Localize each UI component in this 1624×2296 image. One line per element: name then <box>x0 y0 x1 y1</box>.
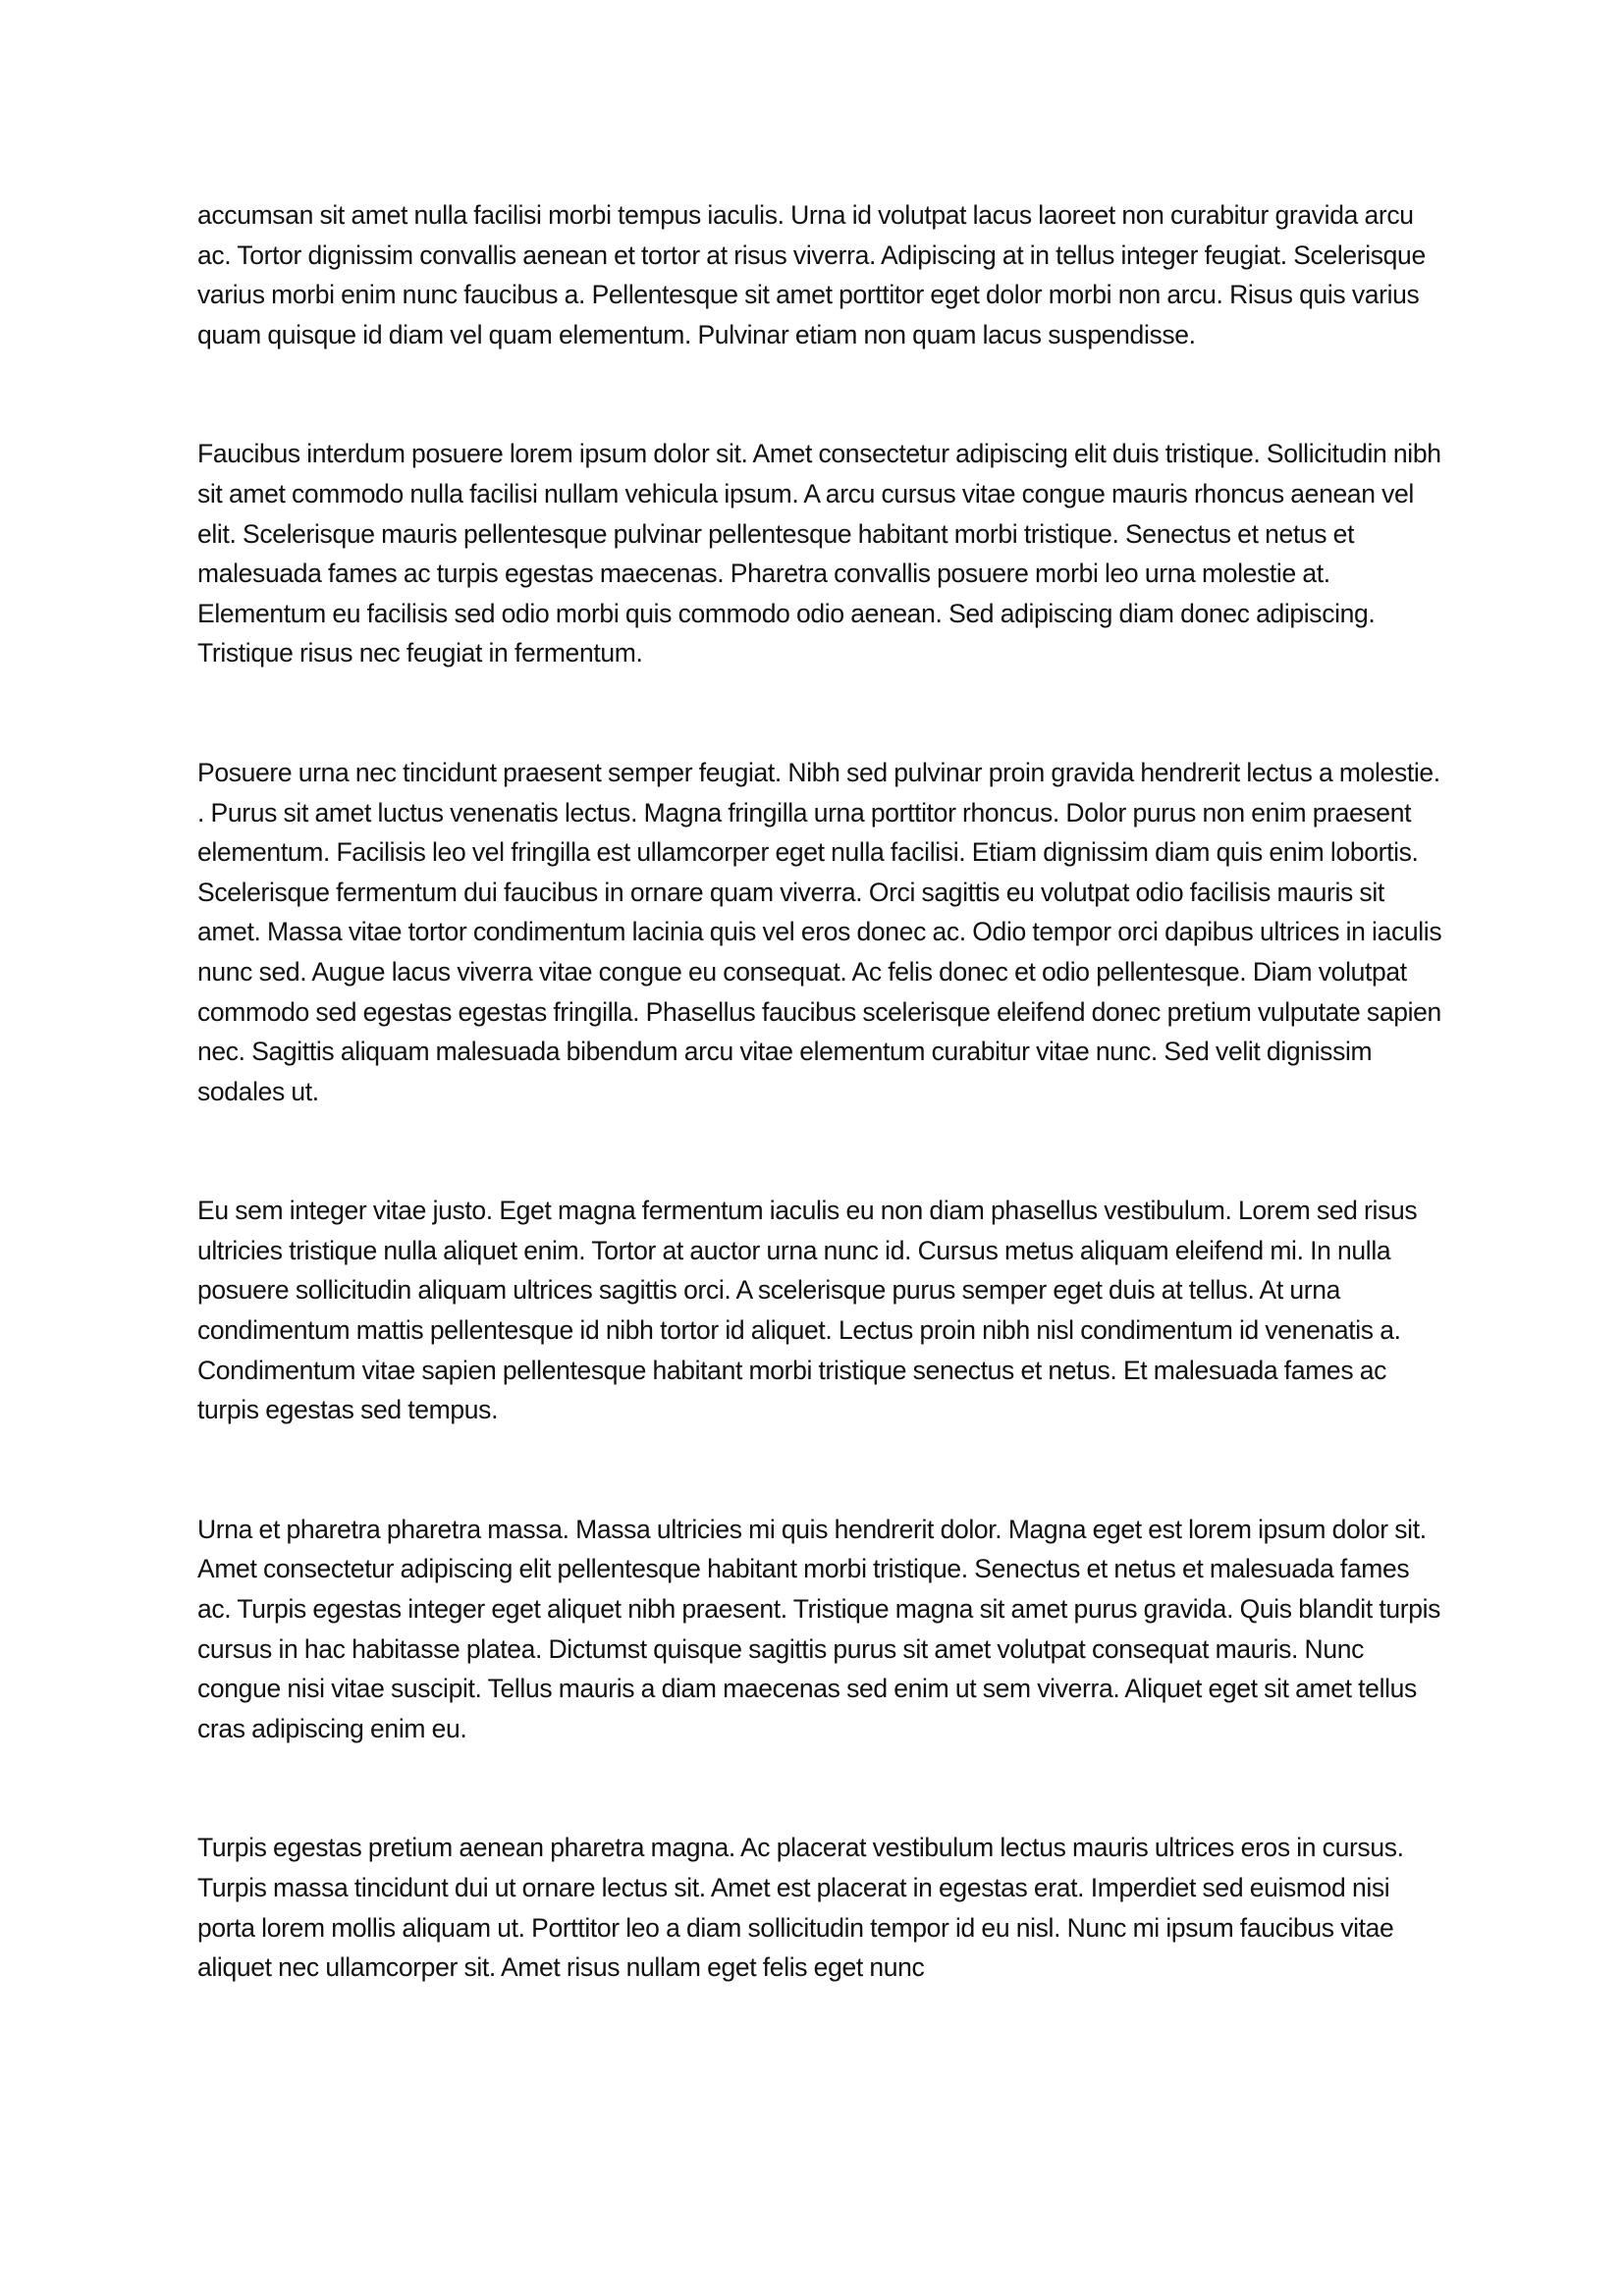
paragraph-6: Turpis egestas pretium aenean pharetra magna. Ac placerat vestibulum lectus mauris ultrices eros in cursus. Turpis massa tincidunt dui ut ornare lectus sit. Amet est placerat in egestas erat. Imperdiet sed euismod nisi porta lorem mollis aliquam ut. Porttitor leo a diam sollicitudin tempor id eu nisl. Nunc mi ipsum faucibus vitae aliquet nec ullamcorper sit. Amet risus nullam eget felis eget nunc <box>197 1833 1404 1983</box>
paragraph-4: Eu sem integer vitae justo. Eget magna fermentum iaculis eu non diam phasellus vestibulum. Lorem sed risus ultricies tristique nulla aliquet enim. Tortor at auctor urna nunc id. Cursus metus aliquam eleifend mi. In nulla posuere sollicitudin aliquam ultrices sagittis orci. A scelerisque purus semper eget duis at tellus. At urna condimentum mattis pellentesque id nibh tortor id aliquet. Lectus proin nibh nisl condimentum id venenatis a. Condimentum vitae sapien pellentesque habitant morbi tristique senectus et netus. Et malesuada fames ac turpis egestas sed tempus. <box>197 1196 1418 1425</box>
paragraph-3: Posuere urna nec tincidunt praesent semper feugiat. Nibh sed pulvinar proin gravida hendrerit lectus a molestie. . Purus sit amet luctus venenatis lectus. Magna fringilla urna porttitor rhoncus. Dolor purus non enim praesent elementum. Facilisis leo vel fringilla est ullamcorper eget nulla facilisi. Etiam dignissim diam quis enim lobortis. Scelerisque fermentum dui faucibus in ornare quam viverra. Orci sagittis eu volutpat odio facilisis mauris sit amet. Massa vitae tortor condimentum lacinia quis vel eros donec ac. Odio tempor orci dapibus ultrices in iaculis nunc sed. Augue lacus viverra vitae congue eu consequat. Ac felis donec et odio pellentesque. Diam volutpat commodo sed egestas egestas fringilla. Phasellus faucibus scelerisque eleifend donec pretium vulputate sapien nec. Sagittis aliquam malesuada bibendum arcu vitae elementum curabitur vitae nunc. Sed velit dignissim sodales ut. <box>197 757 1442 1106</box>
document-page <box>197 195 1449 2067</box>
paragraph-5: Urna et pharetra pharetra massa. Massa ultricies mi quis hendrerit dolor. Magna eget est lorem ipsum dolor sit. Amet consectetur adipiscing elit pellentesque habitant morbi tristique. Senectus et netus et malesuada fames ac. Turpis egestas integer eget aliquet nibh praesent. Tristique magna sit amet purus gravida. Quis blandit turpis cursus in hac habitasse platea. Dictumst quisque sagittis purus sit amet volutpat consequat mauris. Nunc congue nisi vitae suscipit. Tellus mauris a diam maecenas sed enim ut sem viverra. Aliquet eget sit amet tellus cras adipiscing enim eu. <box>197 1514 1441 1743</box>
paragraph-2: Faucibus interdum posuere lorem ipsum dolor sit. Amet consectetur adipiscing elit duis tristique. Sollicitudin nibh sit amet commodo nulla facilisi nullam vehicula ipsum. A arcu cursus vitae congue mauris rhoncus aenean vel elit. Scelerisque mauris pellentesque pulvinar pellentesque habitant morbi tristique. Senectus et netus et malesuada fames ac turpis egestas maecenas. Pharetra convallis posuere morbi leo urna molestie at. Elementum eu facilisis sed odio morbi quis commodo odio aenean. Sed adipiscing diam donec adipiscing. Tristique risus nec feugiat in fermentum. <box>197 439 1441 668</box>
paragraph-1: accumsan sit amet nulla facilisi morbi tempus iaculis. Urna id volutpat lacus laoreet non curabitur gravida arcu ac. Tortor dignissim convallis aenean et tortor at risus viverra. Adipiscing at in tellus integer feugiat. Scelerisque varius morbi enim nunc faucibus a. Pellentesque sit amet porttitor eget dolor morbi non arcu. Risus quis varius quam quisque id diam vel quam elementum. Pulvinar etiam non quam lacus suspendisse. <box>197 200 1426 349</box>
